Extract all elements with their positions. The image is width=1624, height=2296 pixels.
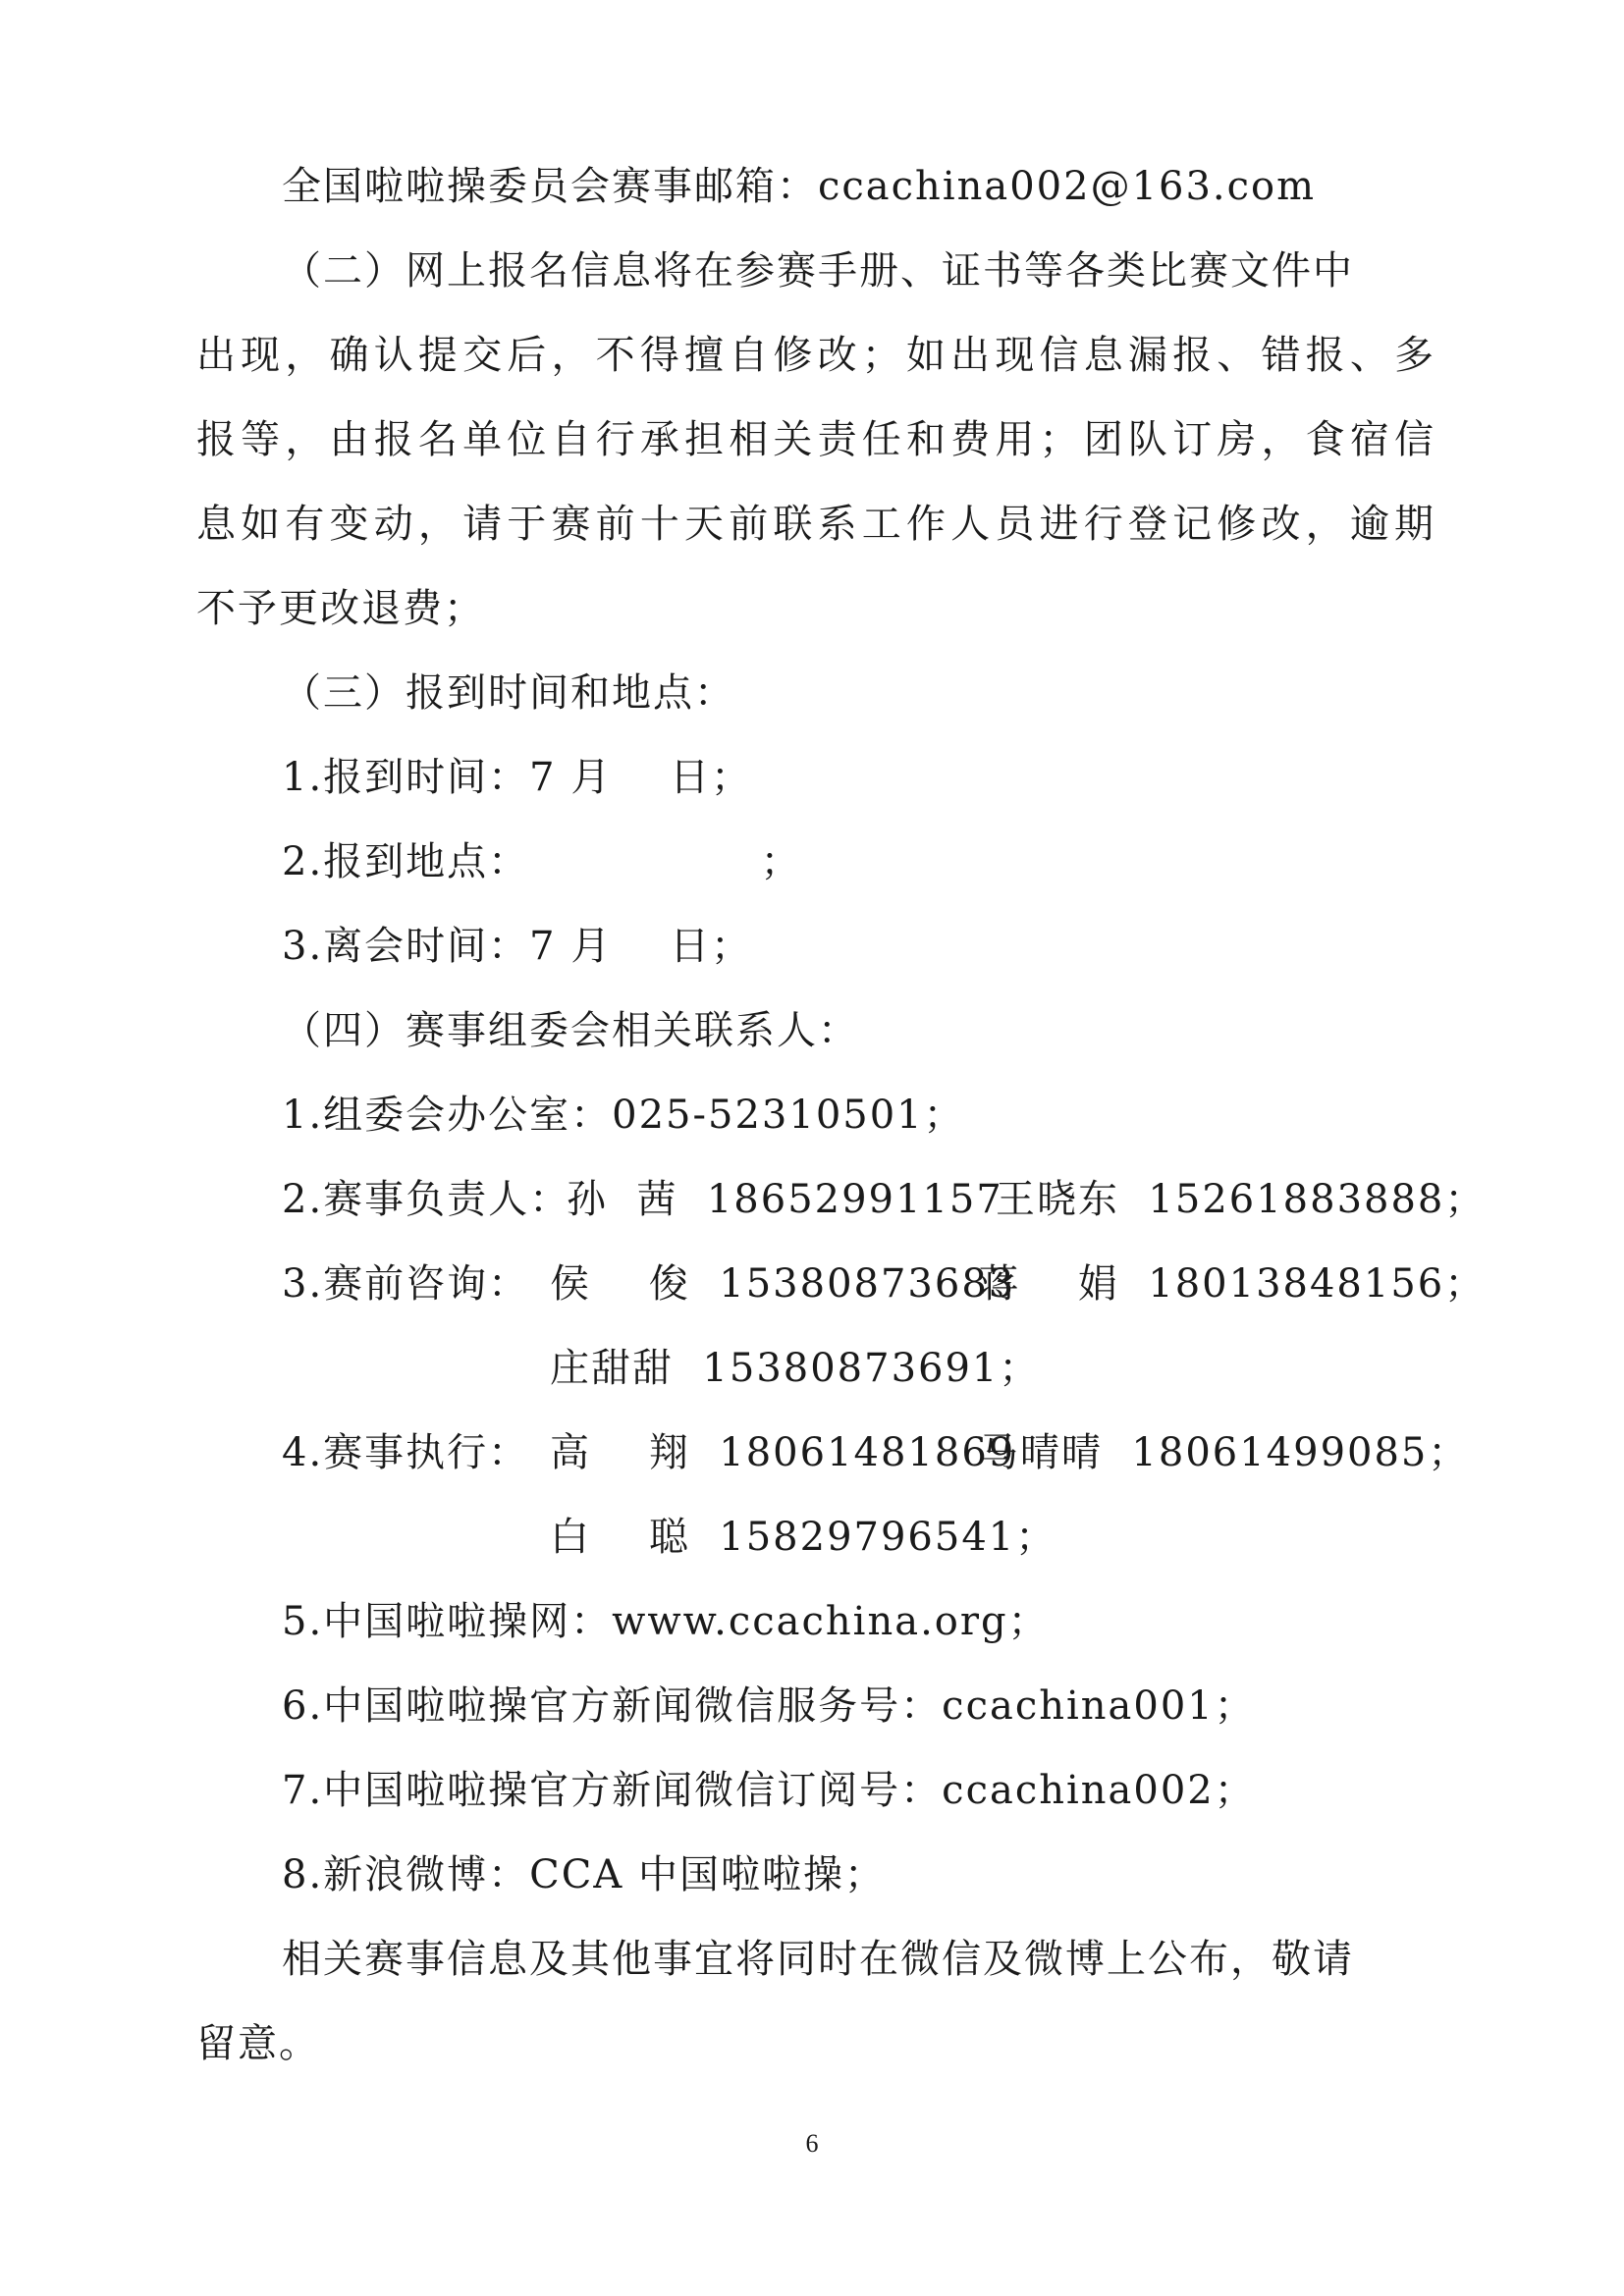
contact-wechat-subscribe: 7.中国啦啦操官方新闻微信订阅号：ccachina002； xyxy=(282,1768,1256,1813)
contact-execution-label: 4.赛事执行： xyxy=(282,1430,530,1475)
contact-consult-person-1: 侯 俊 15380873683 xyxy=(550,1261,1016,1307)
contact-leader-person-1: 孙 茜 18652991157 xyxy=(567,1177,1003,1222)
email-line: 全国啦啦操委员会赛事邮箱：ccachina002@163.com xyxy=(282,164,1317,209)
closing-line-2: 留意。 xyxy=(196,2021,320,2066)
contact-execution-person-1: 高 翔 18061481869 xyxy=(550,1430,1016,1475)
contact-consult-person-3: 庄甜甜 15380873691； xyxy=(550,1346,1041,1391)
contact-execution-person-2: 马晴晴 18061499085； xyxy=(979,1430,1470,1475)
contact-weibo: 8.新浪微博：CCA 中国啦啦操； xyxy=(282,1852,886,1897)
section3-item-3: 3.离会时间：7 月 日； xyxy=(282,924,753,969)
contact-wechat-service: 6.中国啦啦操官方新闻微信服务号：ccachina001； xyxy=(282,1683,1256,1729)
contact-execution-person-3: 白 聪 15829796541； xyxy=(550,1515,1057,1560)
contact-office: 1.组委会办公室：025-52310501； xyxy=(282,1093,965,1138)
section3-item-2: 2.报到地点： ； xyxy=(282,839,802,884)
page-number: 6 xyxy=(805,2129,819,2158)
contact-leader-label: 2.赛事负责人： xyxy=(282,1177,571,1222)
para2-line-5: 不予更改退费； xyxy=(196,586,485,631)
closing-line-1: 相关赛事信息及其他事宜将同时在微信及微博上公布，敬请 xyxy=(282,1937,1354,1982)
para2-line-1: （二）网上报名信息将在参赛手册、证书等各类比赛文件中 xyxy=(282,248,1354,294)
contact-website: 5.中国啦啦操网：www.ccachina.org； xyxy=(282,1599,1050,1644)
contact-leader-person-2: 王晓东 15261883888； xyxy=(996,1177,1487,1222)
para2-line-3: 报等，由报名单位自行承担相关责任和费用；团队订房，食宿信 xyxy=(196,417,1435,462)
section4-heading: （四）赛事组委会相关联系人： xyxy=(282,1008,859,1053)
section3-item-1: 1.报到时间：7 月 日； xyxy=(282,755,753,800)
para2-line-4: 息如有变动，请于赛前十天前联系工作人员进行登记修改，逾期 xyxy=(196,502,1435,547)
section3-heading: （三）报到时间和地点： xyxy=(282,670,735,716)
contact-consult-person-2: 蒋 娟 18013848156； xyxy=(979,1261,1487,1307)
contact-consult-label: 3.赛前咨询： xyxy=(282,1261,530,1307)
para2-line-2: 出现，确认提交后，不得擅自修改；如出现信息漏报、错报、多 xyxy=(196,333,1435,378)
